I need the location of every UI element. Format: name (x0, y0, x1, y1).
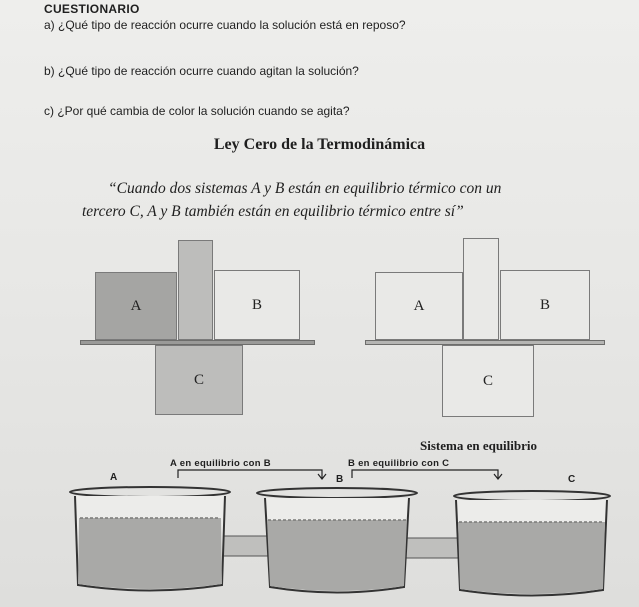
equilibrium-label-bc: B en equilibrio con C (348, 458, 450, 469)
right-label-c: C (482, 372, 493, 389)
left-label-c: C (193, 371, 204, 388)
pipe-bc (404, 538, 458, 558)
system-label-c: C (568, 474, 576, 485)
left-label-b: B (251, 296, 262, 313)
right-label-b: B (539, 296, 550, 313)
question-b: b) ¿Qué tipo de reacción ocurre cuando agitan la solución? (44, 64, 359, 78)
law-quote-line-1: “Cuando dos sistemas A y B están en equilibrio térmico con un (108, 180, 502, 197)
question-c: c) ¿Por qué cambia de color la solución cuando se agita? (44, 104, 350, 118)
questionnaire-title: CUESTIONARIO (44, 2, 140, 16)
left-label-a: A (130, 297, 142, 314)
pipe-ab (218, 536, 270, 556)
question-a: a) ¿Qué tipo de reacción ocurre cuando la solución está en reposo? (44, 18, 406, 32)
beaker-c (454, 491, 610, 596)
equilibrium-label-ab: A en equilibrio con B (170, 458, 271, 469)
law-title: Ley Cero de la Termodinámica (213, 136, 426, 153)
system-label-a: A (110, 472, 118, 483)
system-title: Sistema en equilibrio (420, 438, 538, 453)
beaker-a (70, 487, 230, 591)
bracket-ab (178, 470, 326, 479)
beaker-b (257, 488, 417, 593)
right-label-a: A (413, 297, 425, 314)
law-quote-line-2: tercero C, A y B también están en equilibrio térmico entre sí” (82, 203, 464, 220)
system-label-b: B (336, 474, 344, 485)
bracket-bc (352, 470, 502, 479)
